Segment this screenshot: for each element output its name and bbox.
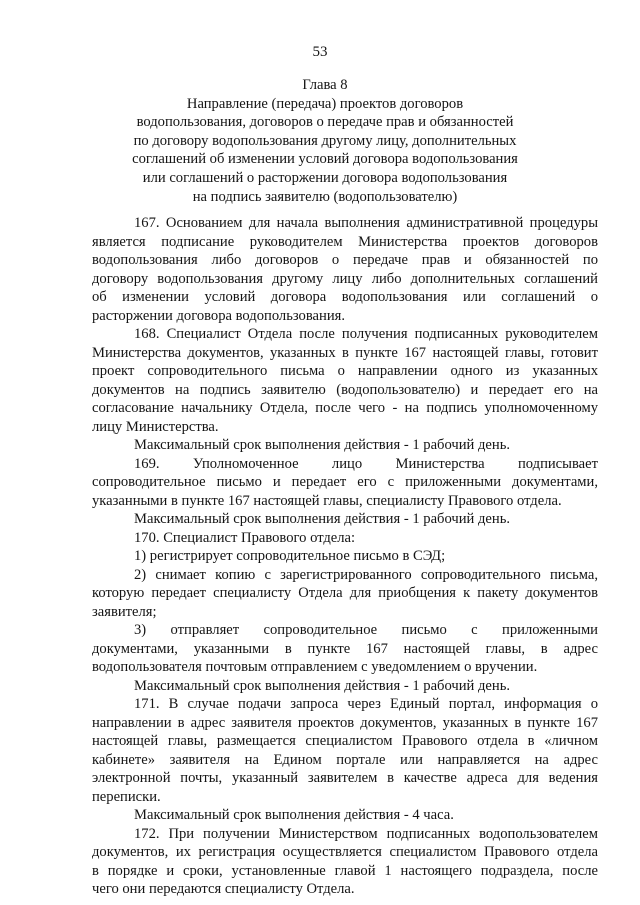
text-line: документов, их регистрация осуществляется специалистом Правового отдела bbox=[92, 844, 598, 860]
list-item-1 bbox=[92, 547, 598, 566]
text-line: расторжении договора водопользования. bbox=[92, 307, 346, 324]
text-line: Максимальный срок выполнения действия - 4 часа. bbox=[134, 807, 454, 823]
chapter-subtitle-line: Направление (передача) проектов договоров bbox=[186, 95, 464, 112]
text-line: водопользования либо договоров о передаче прав и обязанностей по bbox=[92, 252, 598, 268]
text-line: 170. Специалист Правового отдела: bbox=[134, 529, 356, 546]
text-line: 2) снимает копию с зарегистрированного сопроводительного письма, bbox=[134, 566, 598, 583]
chapter-subtitle-line: на подпись заявителю (водопользователю) bbox=[192, 188, 458, 205]
chapter-title: Глава 8 bbox=[302, 77, 348, 93]
deadline-paragraph bbox=[92, 436, 598, 455]
text-line: 168. Специалист Отдела после получения подписанных руководителем bbox=[134, 326, 598, 342]
text-line: 167. Основанием для начала выполнения административной процедуры bbox=[134, 215, 598, 231]
chapter-heading bbox=[96, 76, 554, 206]
text-line: указанными в пункте 167 настоящей главы, специалисту Правового отдела. bbox=[92, 492, 562, 509]
text-line: Максимальный срок выполнения действия - 1 рабочий день. bbox=[134, 437, 511, 453]
text-line: электронной почты, указанный заявителем в качестве адреса для ведения bbox=[92, 770, 598, 786]
text-line: согласование начальнику Отдела, после чего - на подпись уполномоченному bbox=[92, 400, 598, 416]
text-line: которую передает специалисту Отдела для приобщения к пакету документов bbox=[92, 585, 598, 601]
text-line: 1) регистрирует сопроводительное письмо в СЭД; bbox=[134, 548, 446, 564]
text-line: кабинете» заявителя на Едином портале или направляется на адрес bbox=[92, 751, 598, 768]
text-line: Максимальный срок выполнения действия - 1 рабочий день. bbox=[134, 511, 511, 527]
paragraph-167 bbox=[92, 214, 598, 325]
paragraph-169 bbox=[92, 455, 598, 511]
paragraph-171 bbox=[92, 695, 598, 806]
document-body bbox=[92, 214, 598, 899]
text-line: 169. Уполномоченное лицо Министерства подписывает bbox=[134, 455, 598, 472]
page-number: 53 bbox=[312, 44, 328, 60]
list-item-2 bbox=[92, 566, 598, 622]
deadline-paragraph bbox=[92, 806, 598, 825]
text-line: водопользователя почтовым отправлением с уведомлением о вручении. bbox=[92, 659, 538, 675]
text-line: переписки. bbox=[92, 788, 161, 805]
chapter-subtitle-line: по договору водопользования другому лицу, дополнительных bbox=[133, 132, 517, 149]
text-line: в порядке и сроки, установленные главой 1 настоящего подраздела, после bbox=[92, 862, 598, 879]
chapter-subtitle-line: или соглашений о расторжении договора водопользования bbox=[142, 169, 508, 186]
text-line: является подписание руководителем Министерства проектов договоров bbox=[92, 233, 598, 250]
text-line: об изменении условий договора водопользования или соглашений о bbox=[92, 289, 598, 305]
paragraph-168 bbox=[92, 325, 598, 436]
text-line: Максимальный срок выполнения действия - 1 рабочий день. bbox=[134, 677, 511, 694]
deadline-paragraph bbox=[92, 510, 598, 529]
text-line: чего они передаются специалисту Отдела. bbox=[92, 881, 355, 897]
chapter-subtitle-line: водопользования, договоров о передаче прав и обязанностей bbox=[136, 114, 514, 131]
deadline-paragraph bbox=[92, 677, 598, 696]
text-line: 172. При получении Министерством подписанных водопользователем bbox=[134, 825, 598, 842]
text-line: Министерства документов, указанных в пункте 167 настоящей главы, готовит bbox=[92, 344, 598, 361]
paragraph-170 bbox=[92, 529, 598, 548]
text-line: сопроводительное письмо и передает его с приложенными документами, bbox=[92, 474, 598, 490]
paragraph-172 bbox=[92, 825, 598, 899]
text-line: проект сопроводительного письма о направлении одного из указанных bbox=[92, 363, 598, 379]
text-line: направлении в адрес заявителя проектов документов, указанных в пункте 167 bbox=[92, 714, 598, 731]
text-line: 3) отправляет сопроводительное письмо с приложенными bbox=[134, 622, 598, 638]
text-line: документами, указанными в пункте 167 настоящей главы, в адрес bbox=[92, 640, 598, 657]
text-line: документов на подпись заявителю (водопользователю) и передает его на bbox=[92, 381, 598, 398]
text-line: лицу Министерства. bbox=[92, 418, 219, 435]
text-line: заявителя; bbox=[92, 603, 157, 620]
text-line: 171. В случае подачи запроса через Единый портал, информация о bbox=[134, 696, 598, 712]
text-line: настоящей главы, размещается специалистом Правового отдела в «личном bbox=[92, 733, 598, 749]
list-item-3 bbox=[92, 621, 598, 677]
chapter-subtitle-line: соглашений об изменении условий договора водопользования bbox=[132, 151, 518, 168]
text-line: договору водопользования другому лицу либо дополнительных соглашений bbox=[92, 270, 598, 287]
